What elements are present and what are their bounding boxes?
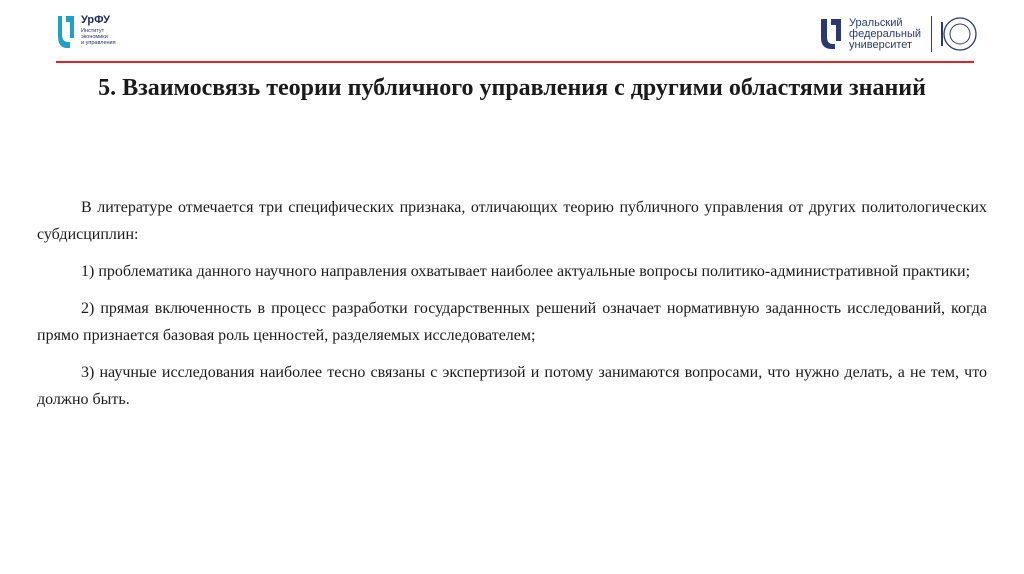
urfu-u-icon [56, 14, 76, 50]
slide-title: 5. Взаимосвязь теории публичного управления с другими областями знаний [98, 75, 926, 101]
paragraph-point-1: 1) проблематика данного научного направления охватывает наиболее актуальные вопросы политико-административной практики; [81, 263, 971, 280]
institute-logo [56, 14, 116, 50]
urfu-logo-icon [819, 17, 843, 51]
slide-body [37, 194, 987, 423]
urfu-emblem-icon [938, 14, 978, 54]
institute-logo-subtitle: Институт экономики и управления [81, 28, 116, 46]
institute-logo-title: УрФУ [81, 14, 110, 26]
university-name: Уральский федеральный университет [849, 16, 921, 51]
header-divider-line [56, 61, 974, 63]
university-logo [819, 14, 978, 54]
paragraph-point-3: 3) научные исследования наиболее тесно связаны с экспертизой и потому занимаются вопросами, что нужно делать, а не тем, что должно быть. [37, 364, 987, 408]
paragraph-intro: В литературе отмечается три специфических признака, отличающих теорию публичного управления от других политологических субдисциплин: [37, 199, 987, 243]
slide-header [0, 0, 1024, 68]
paragraph-point-2: 2) прямая включенность в процесс разработки государственных решений означает нормативную заданность исследований, когда прямо признается базовая роль ценностей, разделяемых исследователем; [37, 300, 987, 344]
logo-divider [931, 16, 932, 52]
